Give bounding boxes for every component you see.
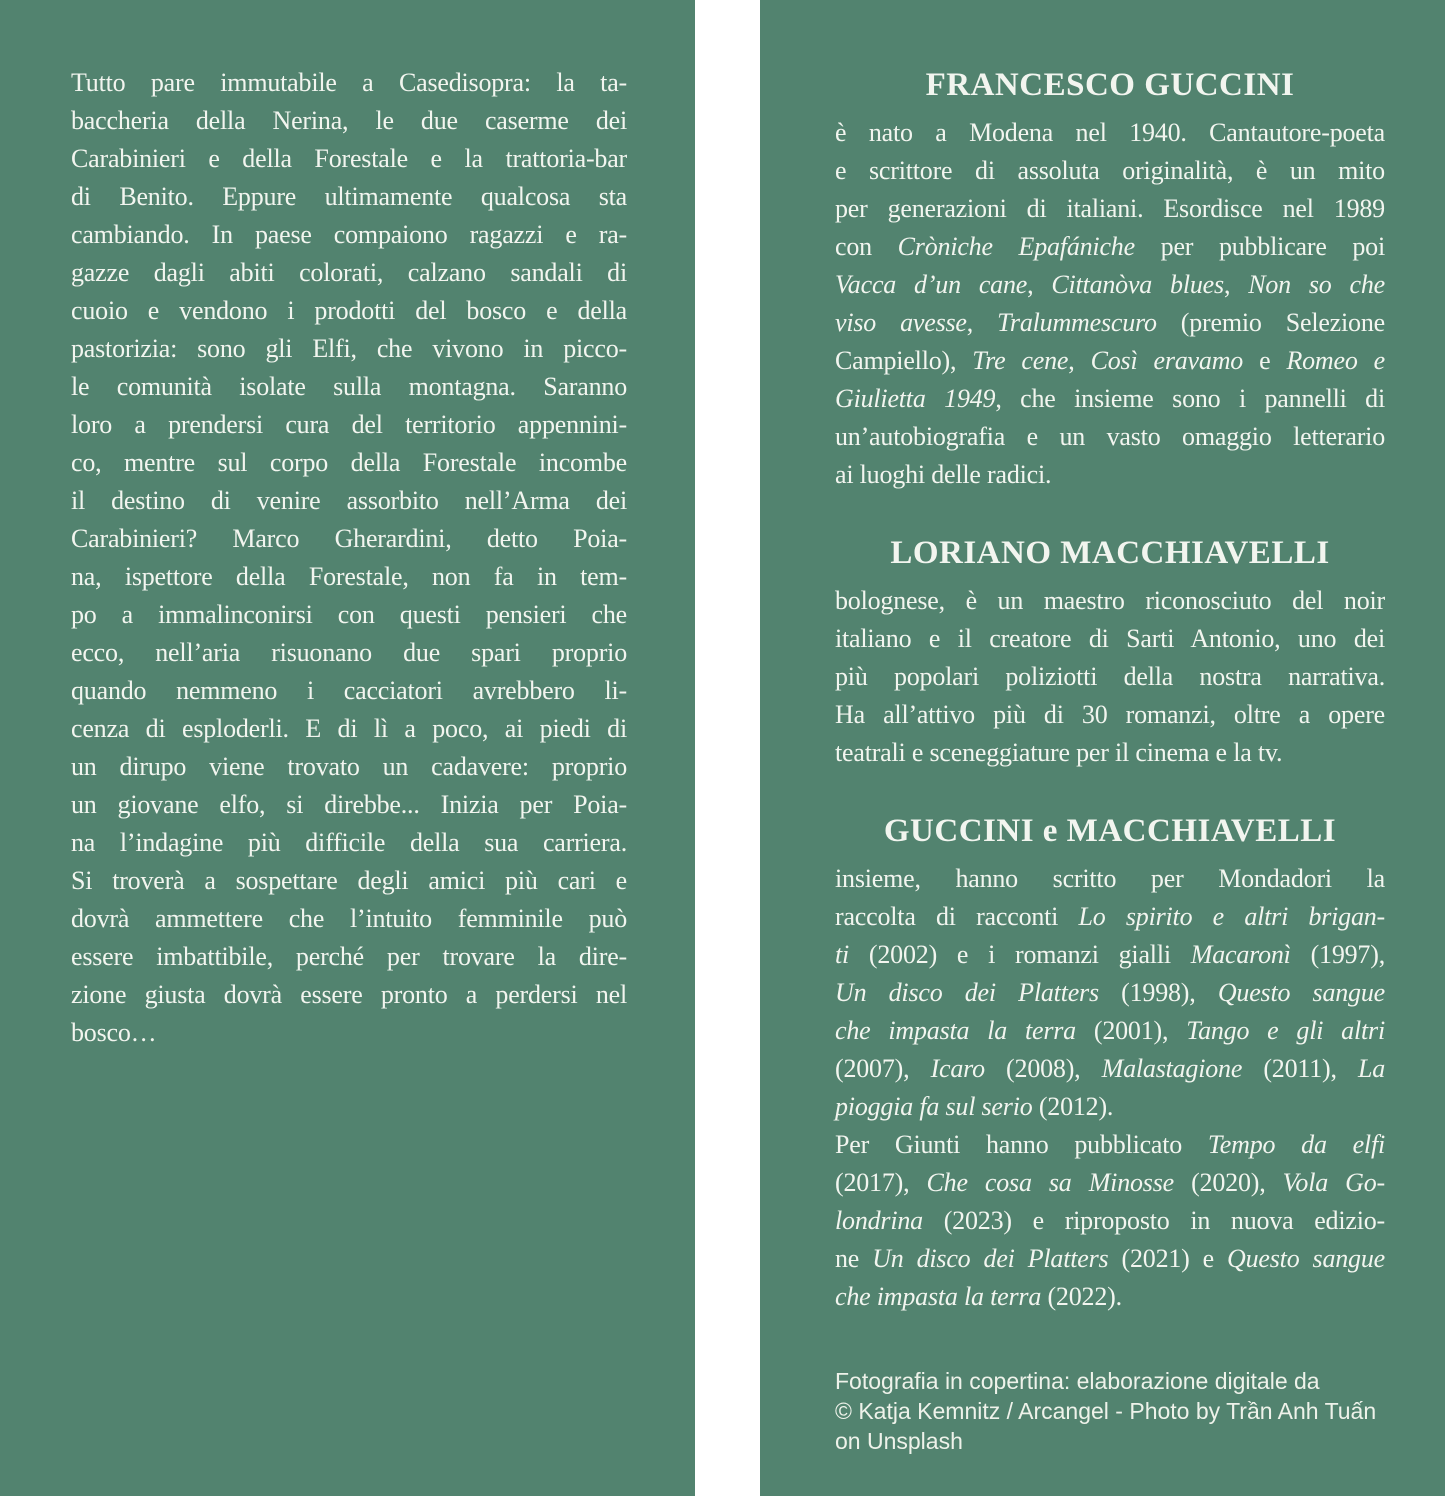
credit-line-1: Fotografia in copertina: elaborazione digitale da: [835, 1368, 1320, 1394]
author-heading-loriano-macchiavelli: LORIANO MACCHIAVELLI: [890, 535, 1330, 571]
text-line: con Cròniche Epafániche per pubblicare poi: [835, 232, 1385, 261]
bio-text-guccini-e-macchiavelli: [835, 860, 1385, 1316]
credit-line-2: © Katja Kemnitz / Arcangel - Photo by Trần Anh Tuấn on Unsplash: [835, 1398, 1377, 1454]
synopsis-text: [0, 0, 695, 1052]
text-line: po a immalinconirsi con questi pensieri che: [71, 600, 627, 629]
text-line: che impasta la terra (2001), Tango e gli altri: [835, 1016, 1385, 1045]
text-line: ne Un disco dei Platters (2021) e Questo sangue: [835, 1244, 1386, 1273]
text-line: na, ispettore della Forestale, non fa in tem-: [71, 562, 627, 591]
text-line: Si troverà a sospettare degli amici più cari e: [71, 866, 627, 895]
text-line: per generazioni di italiani. Esordisce nel 1989: [835, 194, 1385, 223]
text-line: e scrittore di assoluta originalità, è un mito: [835, 156, 1385, 185]
text-line: co, mentre sul corpo della Forestale incombe: [71, 448, 627, 477]
text-line: ecco, nell’aria risuonano due spari proprio: [71, 638, 627, 667]
author-heading-guccini-e-macchiavelli: GUCCINI e MACCHIAVELLI: [883, 813, 1337, 849]
text-line: Per Giunti hanno pubblicato Tempo da elfi: [835, 1130, 1385, 1159]
bio-text-guccini: [835, 114, 1385, 494]
text-line: è nato a Modena nel 1940. Cantautore-poeta: [835, 118, 1385, 147]
text-line: loro a prendersi cura del territorio appennini-: [71, 410, 627, 439]
text-line: un giovane elfo, si direbbe... Inizia per Poia-: [71, 790, 627, 819]
text-line: Tutto pare immutabile a Casedisopra: la ta-: [71, 68, 627, 97]
text-line: teatrali e sceneggiature per il cinema e la tv.: [835, 738, 1283, 767]
text-line: cenza di esploderli. E di lì a poco, ai piedi di: [71, 714, 627, 743]
text-line: più popolari poliziotti della nostra narrativa.: [835, 662, 1385, 691]
bio-section-macchiavelli: [835, 532, 1385, 772]
bio-section-guccini: [835, 64, 1385, 494]
text-line: il destino di venire assorbito nell’Arma dei: [71, 486, 627, 515]
text-line: bolognese, è un maestro riconosciuto del noir: [835, 586, 1385, 615]
text-line: italiano e il creatore di Sarti Antonio, uno dei: [835, 624, 1385, 653]
text-line: Carabinieri e della Forestale e la trattoria-bar: [71, 144, 627, 173]
author-bios: [760, 0, 1445, 1316]
text-line: che impasta la terra (2022).: [835, 1282, 1122, 1311]
text-line: un’autobiografia e un vasto omaggio letterario: [835, 422, 1385, 451]
text-line: cambiando. In paese compaiono ragazzi e ra-: [71, 220, 627, 249]
text-line: Campiello), Tre cene, Così eravamo e Romeo e: [835, 346, 1386, 375]
cover-photo-credit: [835, 1366, 1390, 1456]
text-line: pioggia fa sul serio (2012).: [835, 1092, 1114, 1121]
text-line: (2007), Icaro (2008), Malastagione (2011), La: [835, 1054, 1385, 1083]
text-line: Vacca d’un cane, Cittanòva blues, Non so che: [835, 270, 1386, 299]
text-line: pastorizia: sono gli Elfi, che vivono in picco-: [71, 334, 627, 363]
text-line: zione giusta dovrà essere pronto a perdersi nel: [71, 980, 627, 1009]
bio-text-macchiavelli: [835, 582, 1385, 772]
text-line: bosco…: [71, 1018, 157, 1047]
text-line: essere imbattibile, perché per trovare la dire-: [71, 942, 627, 971]
text-line: insieme, hanno scritto per Mondadori la: [835, 864, 1385, 893]
text-line: di Benito. Eppure ultimamente qualcosa sta: [71, 182, 627, 211]
text-line: Carabinieri? Marco Gherardini, detto Poia-: [71, 524, 627, 553]
text-line: ti (2002) e i romanzi gialli Macaronì (1997),: [835, 940, 1385, 969]
text-line: na l’indagine più difficile della sua carriera.: [71, 828, 627, 857]
text-line: ai luoghi delle radici.: [835, 460, 1052, 489]
text-line: cuoio e vendono i prodotti del bosco e della: [71, 296, 627, 325]
text-line: quando nemmeno i cacciatori avrebbero li-: [71, 676, 627, 705]
text-line: londrina (2023) e riproposto in nuova edizio-: [835, 1206, 1385, 1235]
text-line: raccolta di racconti Lo spirito e altri brigan-: [835, 902, 1386, 931]
bio-section-guccini-e-macchiavelli: [835, 810, 1385, 1316]
text-line: (2017), Che cosa sa Minosse (2020), Vola Go-: [835, 1168, 1385, 1197]
text-line: Giulietta 1949, che insieme sono i pannelli di: [835, 384, 1385, 413]
text-line: le comunità isolate sulla montagna. Saranno: [71, 372, 627, 401]
text-line: Un disco dei Platters (1998), Questo sangue: [835, 978, 1385, 1007]
text-line: gazze dagli abiti colorati, calzano sandali di: [71, 258, 627, 287]
text-line: baccheria della Nerina, le due caserme dei: [71, 106, 627, 135]
front-flap-synopsis-panel: [0, 0, 695, 1496]
text-line: un dirupo viene trovato un cadavere: proprio: [71, 752, 627, 781]
back-flap-bio-panel: [760, 0, 1445, 1496]
flap-fold-gap: [695, 0, 760, 1496]
text-line: Ha all’attivo più di 30 romanzi, oltre a opere: [835, 700, 1385, 729]
author-heading-francesco-guccini: FRANCESCO GUCCINI: [925, 67, 1295, 103]
text-line: viso avesse, Tralummescuro (premio Selezione: [835, 308, 1385, 337]
text-line: dovrà ammettere che l’intuito femminile può: [71, 904, 627, 933]
